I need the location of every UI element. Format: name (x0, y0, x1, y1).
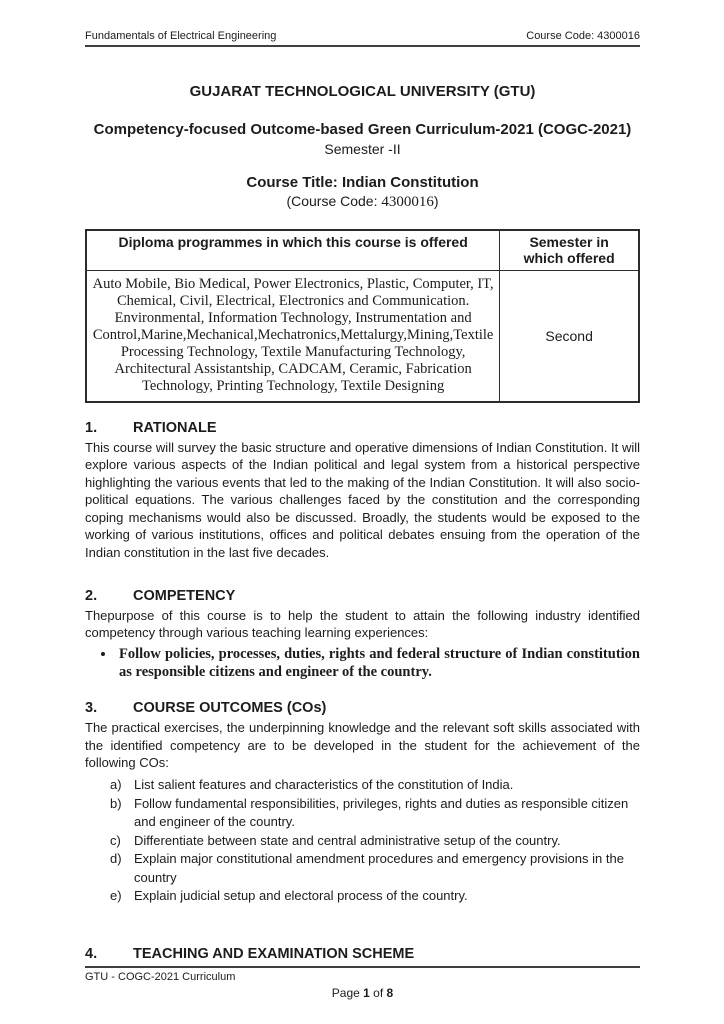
page-total: 8 (386, 986, 394, 1000)
curriculum-title: Competency-focused Outcome-based Green Curriculum-2021 (COGC-2021) (93, 121, 632, 138)
semester-label: Semester -II (324, 141, 401, 157)
offer-table-semester-cell (500, 271, 638, 401)
outcome-text: List salient features and characteristics of the constitution of India. (134, 776, 514, 792)
course-title: Course Title: Indian Constitution (246, 174, 479, 191)
offer-table-semester-header: Semester in which offered (523, 234, 615, 266)
outcome-text: Explain judicial setup and electoral process of the country. (134, 888, 468, 904)
section-teaching-examination (85, 946, 640, 962)
page-prefix: Page (331, 986, 364, 1000)
outcome-label: d) (110, 851, 122, 867)
page-number: 1 (363, 986, 370, 1000)
outcome-label: e) (110, 888, 122, 904)
section-number: 4. (85, 945, 98, 962)
outcome-item-a (110, 776, 640, 795)
offer-table-programmes-cell: Auto Mobile, Bio Medical, Power Electronics, Plastic, Computer, IT, Chemical, Civil, Electrical, Electronics and Communication. Environmental, Information Technology, Instrumentation and Control,Marine,Mechanical,Mechatronics,Mettalurgy,Mining,Textile Processing Technology, Textile Manufacturing Technology, Architectural Assistantship, CADCAM, Ceramic, Fabrication Technology, Printing Technology, Textile Designing (87, 271, 500, 401)
course-code-suffix: ) (433, 193, 439, 209)
course-code-number: 4300016 (381, 194, 434, 210)
course-code-line (85, 193, 640, 211)
outcome-label: a) (110, 776, 122, 792)
section-teaching-examination-heading (85, 946, 640, 962)
title-block (85, 83, 640, 211)
outcome-text: Follow fundamental responsibilities, privileges, rights and duties as responsible citizen and engineer of the country. (134, 795, 629, 830)
section-competency (85, 588, 640, 683)
offer-table (85, 229, 640, 403)
semester-value: Second (545, 327, 593, 344)
section-number: 3. (85, 700, 98, 717)
footer-curriculum-label: GTU - COGC-2021 Curriculum (85, 966, 640, 983)
footer-page-indicator (85, 986, 640, 1000)
outcome-label: c) (110, 832, 121, 848)
section-title: RATIONALE (133, 419, 217, 436)
section-number: 1. (85, 419, 98, 436)
course-outcomes-paragraph: The practical exercises, the underpinning knowledge and the relevant soft skills associated with the identified competency are to be developed in the student for the achievement of the following COs: (85, 720, 640, 771)
section-competency-heading (85, 588, 640, 604)
course-outcomes-list (85, 776, 640, 906)
outcome-text: Explain major constitutional amendment procedures and emergency provisions in the country (134, 851, 624, 885)
course-code-prefix: (Course Code: (286, 193, 382, 209)
page-footer (85, 966, 640, 1000)
outcome-item-c (110, 832, 640, 851)
outcome-label: b) (110, 795, 122, 811)
offer-table-body-row (87, 271, 638, 401)
offer-table-header-row (87, 231, 638, 271)
section-rationale-heading (85, 420, 640, 436)
outcome-text: Differentiate between state and central administrative setup of the country. (134, 832, 561, 848)
offer-table-programmes-header: Diploma programmes in which this course is offered (87, 231, 500, 270)
outcome-item-d (110, 850, 640, 887)
section-number: 2. (85, 587, 98, 604)
competency-bullet-list (85, 645, 640, 683)
rationale-paragraph: This course will survey the basic structure and operative dimensions of Indian Constitution. It will explore various aspects of the Indian political and legal system from a historical perspective highlighting the various events that led to the making of the Indian Constitution. It will also socio-political equations. The various challenges faced by the constitution and the corresponding coping mechanisms would also be discussed. Broadly, the students would be exposed to the working of various institutions, offices and political debates ensuing from the operation of the Indian constitution in the last five decades. (85, 439, 640, 560)
page-middle: of (369, 986, 387, 1000)
university-title: GUJARAT TECHNOLOGICAL UNIVERSITY (GTU) (189, 83, 536, 100)
section-rationale (85, 420, 640, 562)
page-header (85, 30, 640, 47)
section-course-outcomes (85, 700, 640, 906)
header-course-name: Fundamentals of Electrical Engineering (85, 30, 277, 42)
section-title: COURSE OUTCOMES (COs) (133, 700, 327, 717)
header-course-code: Course Code: 4300016 (526, 30, 640, 42)
section-course-outcomes-heading (85, 700, 640, 716)
section-title: TEACHING AND EXAMINATION SCHEME (133, 945, 415, 962)
outcome-item-e (110, 887, 640, 906)
competency-paragraph: Thepurpose of this course is to help the student to attain the following industry identified competency through various teaching learning experiences: (85, 607, 640, 641)
section-title: COMPETENCY (133, 587, 236, 604)
competency-bullet-item: • Follow policies, processes, duties, rights and federal structure of Indian constitution as responsible citizens and engineer of the country. (116, 645, 640, 683)
outcome-item-b (110, 795, 640, 832)
